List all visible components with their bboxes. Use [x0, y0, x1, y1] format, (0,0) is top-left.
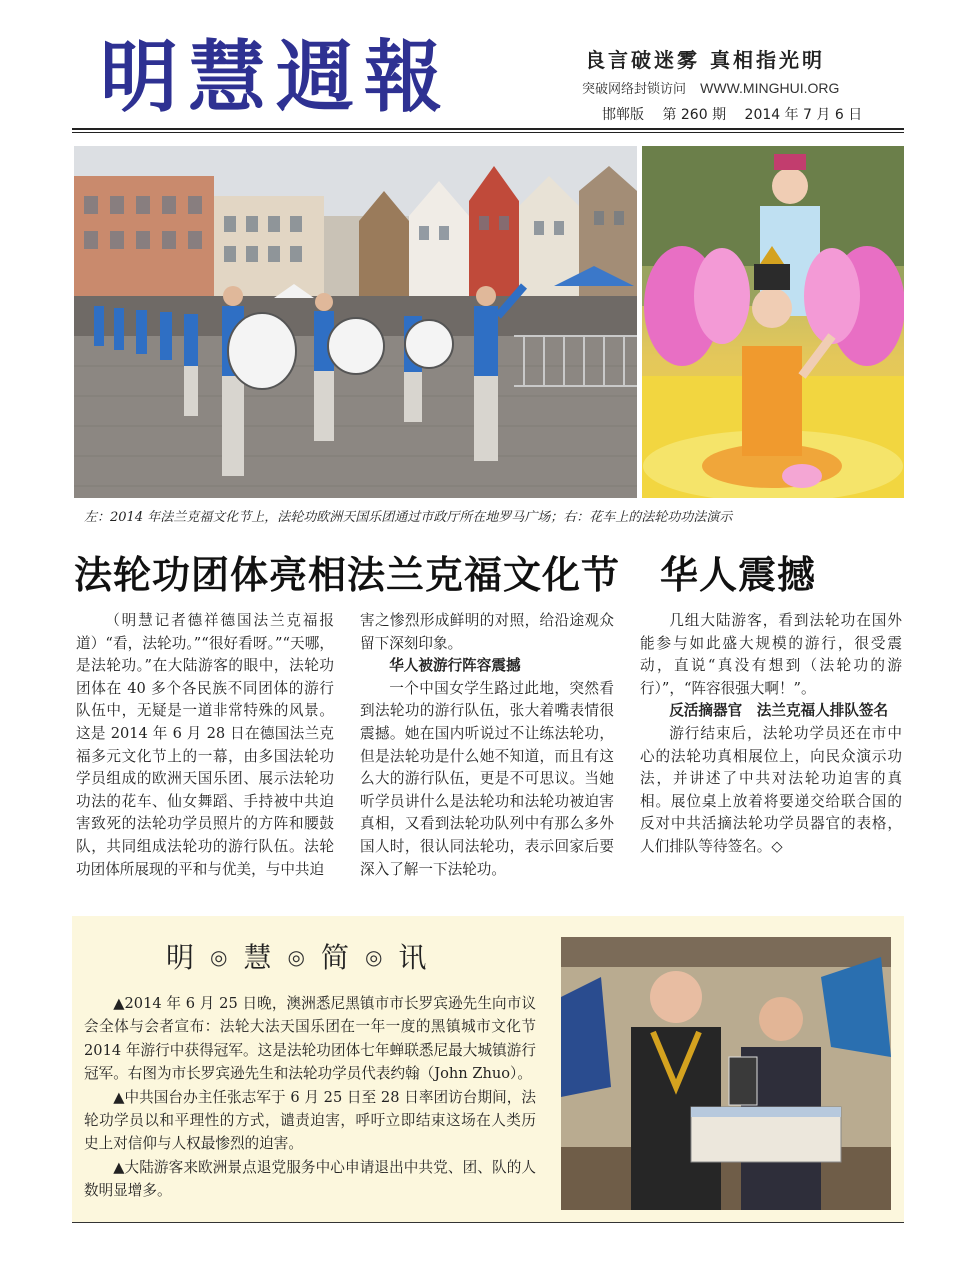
masthead-slogan: 良言破迷雾 真相指光明 [585, 48, 825, 72]
tagline-text: 突破网络封锁访问 [582, 82, 687, 97]
article-column-1 [76, 610, 334, 881]
float-photo-illustration [642, 146, 904, 498]
brief-title-char: 明 [166, 941, 199, 974]
brief-title-char: 慧 [243, 941, 276, 974]
issue-info [602, 104, 876, 124]
article-paragraph: 害之惨烈形成鲜明的对照，给沿途观众留下深刻印象。 [360, 612, 614, 652]
brief-title-separator: ◎ [210, 945, 232, 969]
brief-title-char: 讯 [398, 941, 431, 974]
float-photo [642, 146, 904, 498]
headline-part2: 华人震撼 [660, 553, 817, 597]
issue-date: 2014 年 7 月 6 日 [744, 107, 863, 123]
article-subheading: 反活摘器官 法兰克福人排队签名 [669, 702, 889, 720]
brief-title-separator: ◎ [287, 945, 309, 969]
brief-item: ▲2014 年 6 月 25 日晚，澳洲悉尼黑镇市市长罗宾逊先生向市议会全体与会者宣布：法轮大法天国乐团在一年一度的黑镇城市文化节 2014 年游行中获得冠军。这是法轮功团体七年蝉联悉尼最大城镇游行冠军。右图为市长罗宾逊先生和法轮功学员代表约翰（John Zhuo）。 [84, 995, 536, 1083]
brief-title-separator: ◎ [364, 945, 387, 969]
article-paragraph: （明慧记者德祥德国法兰克福报道）“看，法轮功。”“很好看呀。”“天哪，是法轮功。”在大陆游客的眼中，法轮功团体在 40 多个各民族不同团体的游行队伍中，无疑是一道非常特殊的风景。这是 2014 年 6 月 28 日在德国法兰克福多元文化节上的一幕，由多国法轮功学员组成的欧洲天国乐团、展示法轮功功法的花车、仙女舞蹈、手持被中共迫害致死的法轮功学员照片的方阵和腰鼓队，共同组成法轮功的游行队伍。法轮功团体所展现的平和与优美，与中共迫 [76, 612, 334, 878]
edition-label: 邯郸版 [602, 107, 644, 123]
brief-item: ▲大陆游客来欧洲景点退党服务中心申请退出中共党、团、队的人数明显增多。 [84, 1158, 536, 1200]
masthead-rule-thin [72, 132, 904, 133]
masthead-tagline [582, 78, 839, 97]
news-brief-text [84, 992, 536, 1203]
parade-photo-illustration [74, 146, 637, 498]
photo-caption: 左：2014 年法兰克福文化节上，法轮功欧洲天国乐团通过市政厅所在地罗马广场；右：花车上的法轮功功法演示 [84, 510, 733, 525]
brief-title-char: 简 [320, 941, 353, 974]
article-paragraph: 一个中国女学生路过此地，突然看到法轮功的游行队伍，张大着嘴表情很震撼。她在国内听说过不让练法轮功，但是法轮功是什么她不知道，而且有这么大的游行队伍，更是不可思议。当她听学员讲什么是法轮功和法轮功被迫害真相，又看到法轮功队列中有那么多外国人时，很认同法轮功，表示回家后要深入了解一下法轮功。 [360, 679, 614, 878]
mayor-photo-illustration [561, 937, 891, 1210]
footer-rule [72, 1222, 904, 1223]
parade-photo [74, 146, 637, 498]
headline-part1: 法轮功团体亮相法兰克福文化节 [74, 553, 621, 597]
article-column-2 [360, 610, 614, 881]
brief-item: ▲中共国台办主任张志军于 6 月 25 日至 28 日率团访台期间，法轮功学员以和平理性的方式，谴责迫害，呼吁立即结束这场在人类历史上对信仰与人权最惨烈的迫害。 [84, 1088, 536, 1153]
news-brief-title [166, 936, 430, 976]
article-paragraph: 几组大陆游客，看到法轮功在国外能参与如此盛大规模的游行，很受震动，直说“真没有想到（法轮功的游行）”，“阵容很强大啊！”。 [640, 612, 902, 697]
main-headline [74, 544, 904, 599]
website-url[interactable]: WWW.MINGHUI.ORG [700, 80, 840, 96]
issue-number: 第 260 期 [662, 107, 727, 123]
masthead-title: 明慧週報 [100, 33, 453, 123]
masthead-rule [72, 128, 904, 130]
mayor-photo [561, 937, 891, 1210]
article-paragraph: 游行结束后，法轮功学员还在市中心的法轮功真相展位上，向民众演示功法，并讲述了中共对法轮功迫害的真相。展位桌上放着将要递交给联合国的反对中共活摘法轮功学员器官的表格，人们排队等待签名。◇ [640, 724, 902, 855]
article-subheading: 华人被游行阵容震撼 [389, 657, 521, 675]
article-column-3 [640, 610, 902, 859]
